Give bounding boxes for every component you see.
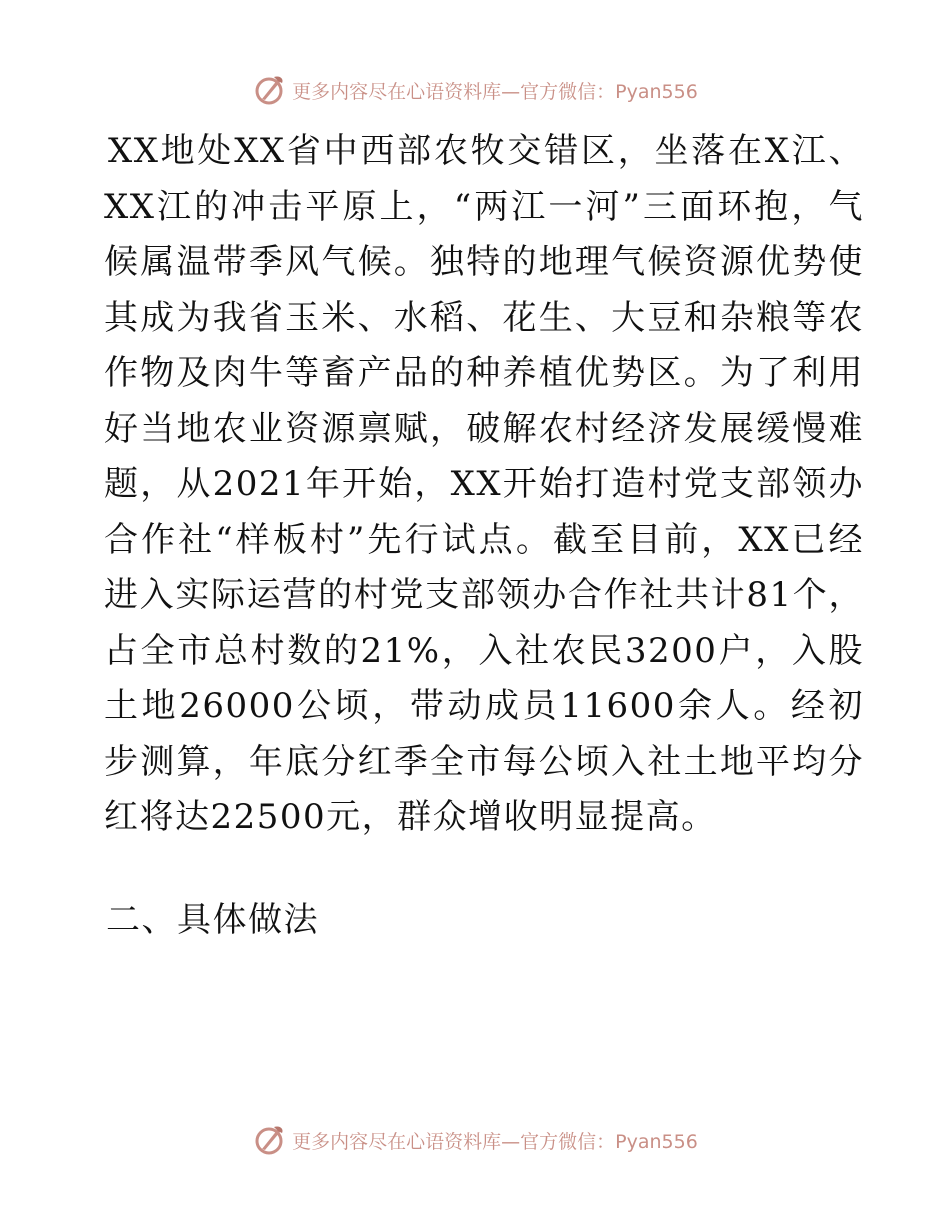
footer-watermark bbox=[0, 1122, 950, 1158]
body-paragraph: XX地处XX省中西部农牧交错区，坐落在X江、XX江的冲击平原上，“两江一河”三面环抱，气候属温带季风气候。独特的地理气候资源优势使其成为我省玉米、水稻、花生、大豆和杂粮等农作物及肉牛等畜产品的种养植优势区。为了利用好当地农业资源禀赋，破解农村经济发展缓慢难题，从2021年开始，XX开始打造村党支部领办合作社“样板村”先行试点。截至目前，XX已经进入实际运营的村党支部领办合作社共计81个，占全市总村数的21%，入社农民3200户，入股土地26000公顷，带动成员11600余人。经初步测算，年底分红季全市每公顷入社土地平均分红将达22500元，群众增收明显提高。 bbox=[104, 131, 864, 837]
header-watermark bbox=[0, 72, 950, 108]
header-watermark-text: 更多内容尽在心语资料库—官方微信：Pyan556 bbox=[292, 80, 698, 103]
quill-logo-icon bbox=[252, 73, 286, 107]
section-heading: 二、具体做法 bbox=[106, 900, 319, 940]
footer-watermark-text: 更多内容尽在心语资料库—官方微信：Pyan556 bbox=[292, 1130, 698, 1153]
quill-logo-icon bbox=[252, 1123, 286, 1157]
